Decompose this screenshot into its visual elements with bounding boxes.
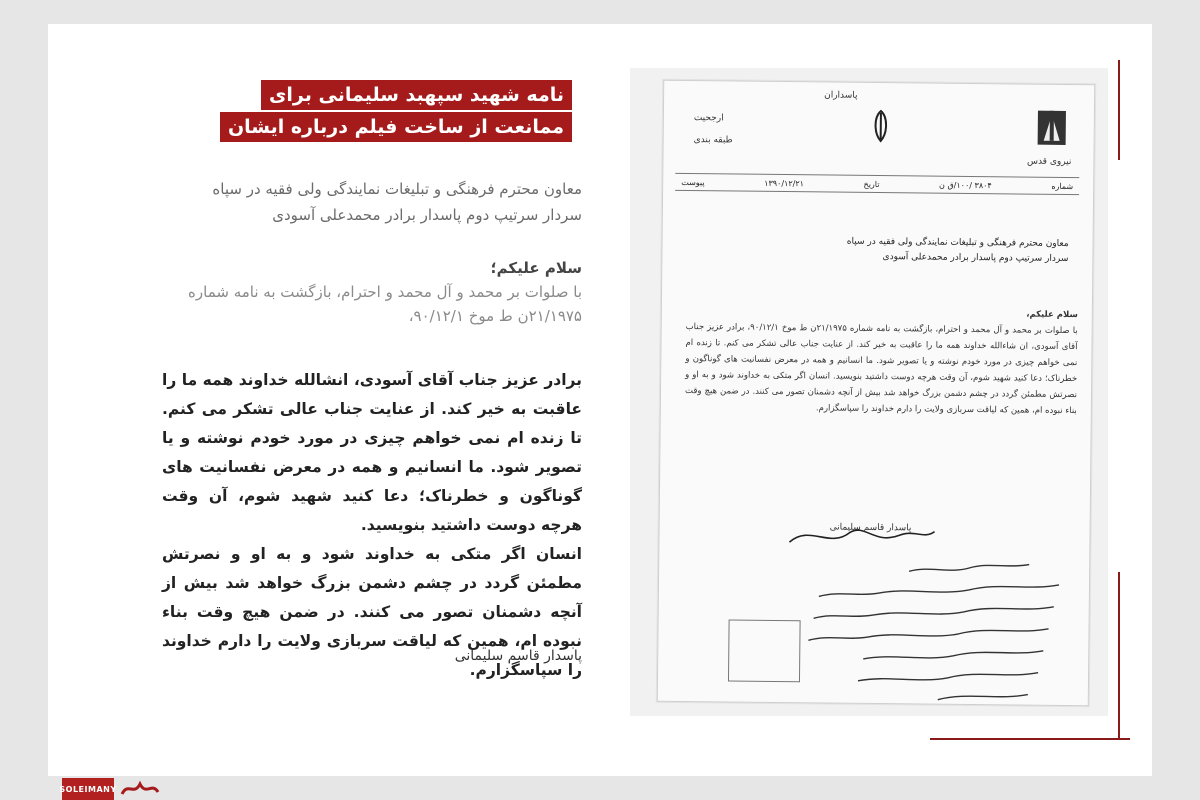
letterhead-org: پاسداران xyxy=(824,90,858,101)
letter-addressee xyxy=(738,234,1068,267)
registration-stamp xyxy=(728,619,801,682)
addressee-line-1: معاون محترم فرهنگی و تبلیغات نمایندگی ولی فقیه در سپاه xyxy=(212,180,582,198)
headline-line-1: نامه شهید سپهبد سلیمانی برای xyxy=(261,80,572,110)
handwritten-note-icon xyxy=(778,552,1080,705)
date-value: ۱۳۹۰/۱۲/۲۱ xyxy=(764,178,805,188)
letter-photo xyxy=(657,80,1095,706)
salutation xyxy=(170,256,582,328)
letter-meta-row xyxy=(675,173,1079,195)
calligraphy-logo-icon xyxy=(118,776,162,800)
letter-addr-line-1: معاون محترم فرهنگی و تبلیغات نمایندگی ولی فقیه در سپاه xyxy=(846,236,1069,250)
letterhead xyxy=(673,87,1084,169)
signature: پاسدار قاسم سلیمانی xyxy=(454,648,582,664)
letter-body xyxy=(162,366,582,685)
letterhead-dept: نیروی قدس xyxy=(1026,156,1072,168)
letter-body-text xyxy=(685,303,1078,419)
date-label: تاریخ xyxy=(863,179,880,189)
body-paragraph-1: برادر عزیز جناب آقای آسودی، انشالله خداوند همه ما را عاقبت به خیر کند. از عنایت جناب عالی تشکر می کنم. تا زنده ام نمی خواهم چیزی در مورد خودم نوشته و یا تصویر شود. ما انسانیم و همه در معرض نفسانیت های گوناگون و خطرناک؛ دعا کنید شهید شوم، آن وقت هرچه دوست داشتید بنویسید. xyxy=(162,371,582,534)
letter-addr-line-2: سردار سرتیپ دوم پاسدار برادر محمدعلی آسودی xyxy=(882,252,1069,265)
irgc-emblem-icon xyxy=(1034,107,1070,151)
frame-line xyxy=(1118,60,1120,160)
addressee xyxy=(170,176,582,228)
number-value: ۳۸۰۴ /۱۰۰/ق ن xyxy=(939,180,992,190)
iran-emblem-icon xyxy=(864,107,898,145)
letter-greeting: سلام علیکم، xyxy=(1026,309,1078,321)
soleimany-logo: SOLEIMANY xyxy=(62,778,114,800)
headline xyxy=(220,80,572,144)
letter-body-paragraph: با صلوات بر محمد و آل محمد و احترام، بازگشت به نامه شماره ۲۱/۱۹۷۵ن ط موخ ۹۰/۱۲/۱، برادر عزیز جناب آقای آسودی، ان شاءالله خداوند همه ما را عاقبت به خیر کند. از عنایت جناب عالی تشکر می کنم. تا زنده ام نمی خواهم چیزی در مورد خودم نوشته و یا تصویر شود. ما انسانیم و همه در معرض نفسانیت های گوناگون و خطرناک؛ دعا کنید شهید شوم، آن وقت هرچه دوست داشتید بنویسید. انسان اگر متکی به خداوند شود و به او و نصرتش مطمئن گردد در چشم دشمن بزرگ خواهد شد بیش از آنچه دشمنان تصور می کنند. در ضمن هیچ وقت بناء نبوده ام، همین که لیاقت سربازی ولایت را دارم خداوند را سپاسگزارم. xyxy=(684,322,1078,417)
number-label: شماره xyxy=(1051,181,1074,191)
letter-signature-name: پاسدار قاسم سلیمانی xyxy=(829,522,912,534)
signature-scribble-icon xyxy=(779,514,939,556)
attachment-label: پیوست xyxy=(681,177,705,187)
field-urgency: ارجحیت xyxy=(693,113,724,124)
frame-line xyxy=(930,738,1130,740)
reference-line-1: با صلوات بر محمد و آل محمد و احترام، بازگشت به نامه شماره xyxy=(188,283,582,301)
greeting: سلام علیکم؛ xyxy=(490,259,582,277)
body-paragraph-2: انسان اگر متکی به خداوند شود و به او و نصرتش مطمئن گردد در چشم دشمن بزرگ خواهد شد بیش از آنچه دشمنان تصور می کنند. در ضمن هیچ وقت بناء نبوده ام، همین که لیاقت سربازی ولایت را دارم خداوند را سپاسگزارم. xyxy=(162,545,582,679)
frame-line xyxy=(1118,572,1120,740)
reference-line-2: ۲۱/۱۹۷۵ن ط موخ ۹۰/۱۲/۱، xyxy=(408,307,582,325)
headline-line-2: ممانعت از ساخت فیلم درباره ایشان xyxy=(220,112,572,142)
addressee-line-2: سردار سرتیپ دوم پاسدار برادر محمدعلی آسودی xyxy=(272,206,582,224)
field-classification: طبقه بندی xyxy=(693,135,733,146)
